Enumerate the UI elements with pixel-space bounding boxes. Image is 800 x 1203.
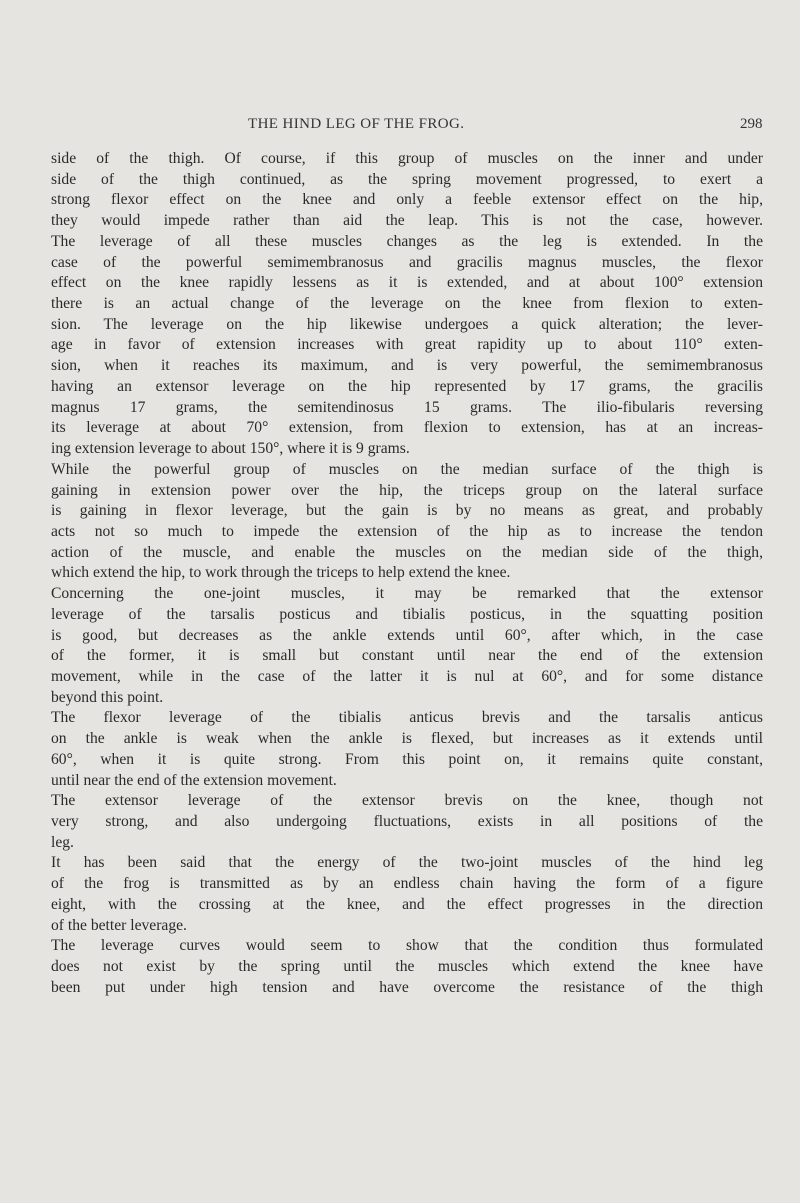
text-line: leverage of the tarsalis posticus and tibialis posticus, in the squatting position <box>51 605 763 623</box>
text-line: The leverage curves would seem to show that the condition thus formulated <box>51 937 763 955</box>
text-line: ing extension leverage to about 150°, where it is 9 grams. <box>51 440 410 458</box>
text-line: effect on the knee rapidly lessens as it is extended, and at about 100° extension <box>51 274 763 292</box>
text-line: its leverage at about 70° extension, from flexion to extension, has at an increas- <box>51 419 763 437</box>
text-line: acts not so much to impede the extension of the hip as to increase the tendon <box>51 522 763 540</box>
text-line: strong flexor effect on the knee and only a feeble extensor effect on the hip, <box>51 191 763 209</box>
text-line: case of the powerful semimembranosus and gracilis magnus muscles, the flexor <box>51 253 763 271</box>
text-line: on the ankle is weak when the ankle is flexed, but increases as it extends until <box>51 730 763 748</box>
text-line: side of the thigh continued, as the spring movement progressed, to exert a <box>51 170 763 188</box>
text-line: is good, but decreases as the ankle extends until 60°, after which, in the case <box>51 626 763 644</box>
text-line: of the frog is transmitted as by an endless chain having the form of a figure <box>51 875 763 893</box>
text-line: been put under high tension and have overcome the resistance of the thigh <box>51 978 763 996</box>
text-line: sion. The leverage on the hip likewise undergoes a quick alteration; the lever- <box>51 315 763 333</box>
text-line: sion, when it reaches its maximum, and is very powerful, the semimembranosus <box>51 357 763 375</box>
text-line: It has been said that the energy of the two-joint muscles of the hind leg <box>51 854 763 872</box>
text-line: magnus 17 grams, the semitendinosus 15 grams. The ilio-fibularis reversing <box>51 398 763 416</box>
text-line: The flexor leverage of the tibialis anticus brevis and the tarsalis anticus <box>51 709 763 727</box>
body-text <box>51 149 763 998</box>
text-line: does not exist by the spring until the muscles which extend the knee have <box>51 958 763 976</box>
running-title: THE HIND LEG OF THE FROG. <box>248 116 465 132</box>
text-line: Concerning the one-joint muscles, it may be remarked that the extensor <box>51 585 763 603</box>
text-line: action of the muscle, and enable the muscles on the median side of the thigh, <box>51 543 763 561</box>
text-line: movement, while in the case of the latter it is nul at 60°, and for some distance <box>51 667 763 685</box>
text-line: While the powerful group of muscles on the median surface of the thigh is <box>51 460 763 478</box>
text-line: is gaining in flexor leverage, but the gain is by no means as great, and probably <box>51 502 763 520</box>
text-line: leg. <box>51 833 74 851</box>
text-line: they would impede rather than aid the leap. This is not the case, however. <box>51 212 763 230</box>
text-line: The extensor leverage of the extensor brevis on the knee, though not <box>51 792 763 810</box>
text-line: side of the thigh. Of course, if this group of muscles on the inner and under <box>51 150 763 167</box>
text-line: eight, with the crossing at the knee, and the effect progresses in the direction <box>51 895 763 913</box>
text-line: of the former, it is small but constant until near the end of the extension <box>51 647 763 665</box>
text-line: which extend the hip, to work through the triceps to help extend the knee. <box>51 564 511 582</box>
text-line: there is an actual change of the leverage on the knee from flexion to exten- <box>51 295 763 313</box>
text-line: of the better leverage. <box>51 916 187 934</box>
text-line: very strong, and also undergoing fluctuations, exists in all positions of the <box>51 813 763 830</box>
text-line: The leverage of all these muscles changes as the leg is extended. In the <box>51 232 763 250</box>
page-number: 298 <box>740 116 763 132</box>
page-header <box>0 116 800 136</box>
text-line: having an extensor leverage on the hip represented by 17 grams, the gracilis <box>51 377 763 395</box>
text-line: gaining in extension power over the hip, the triceps group on the lateral surface <box>51 481 763 499</box>
text-line: until near the end of the extension movement. <box>51 771 337 789</box>
text-line: age in favor of extension increases with great rapidity up to about 110° exten- <box>51 336 763 354</box>
text-line: 60°, when it is quite strong. From this point on, it remains quite constant, <box>51 750 763 768</box>
text-line: beyond this point. <box>51 688 164 706</box>
